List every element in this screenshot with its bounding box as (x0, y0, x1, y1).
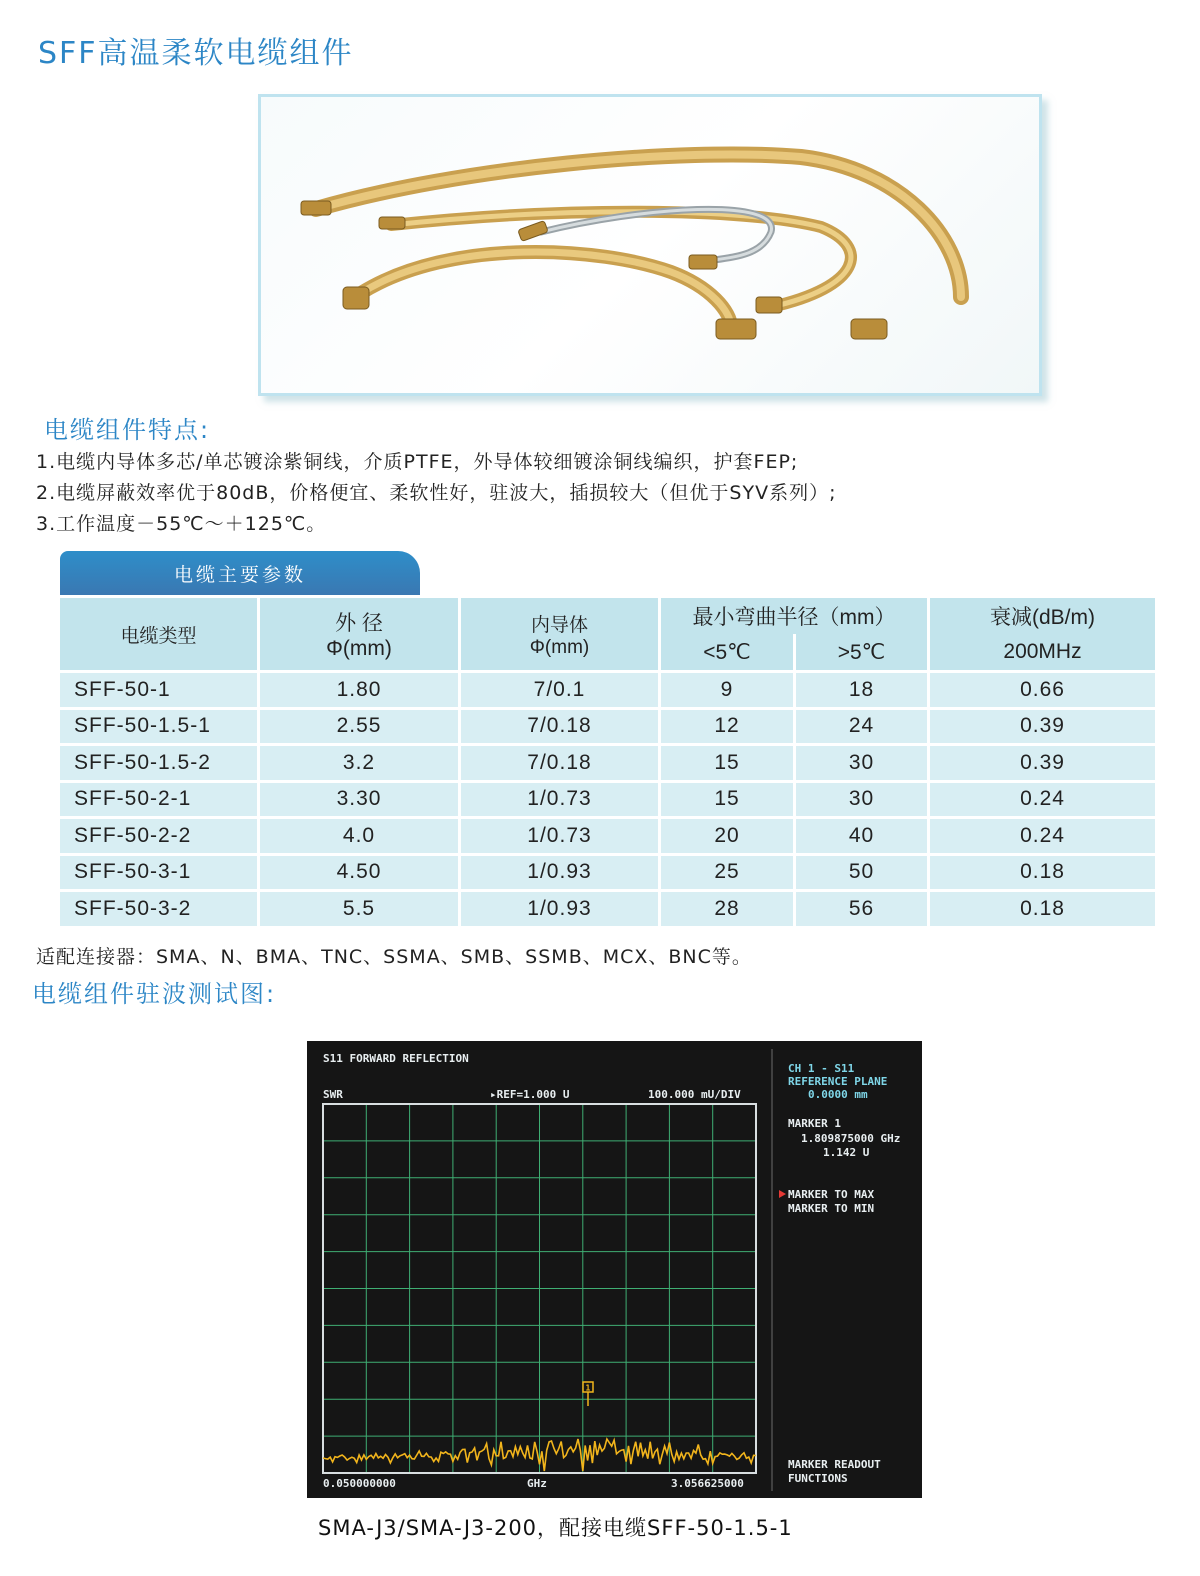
cell-bend-gt: 30 (796, 780, 930, 817)
header-od-top: 外 径 (335, 612, 383, 635)
cell-type: SFF-50-1.5-1 (60, 707, 260, 744)
cell-atten: 0.24 (930, 816, 1158, 853)
cell-od: 4.0 (260, 816, 461, 853)
cell-type: SFF-50-3-2 (60, 889, 260, 926)
header-inner-conductor (461, 598, 661, 670)
cell-bend-lt: 15 (661, 743, 796, 780)
cell-bend-lt: 28 (661, 889, 796, 926)
param-table (60, 598, 1158, 926)
analyzer-ref-plane: REFERENCE PLANE (788, 1075, 888, 1088)
cell-bend-gt: 18 (796, 670, 930, 707)
analyzer-readout-1: MARKER READOUT (788, 1458, 881, 1471)
table-row (60, 780, 1158, 817)
analyzer-title: S11 FORWARD REFLECTION (323, 1052, 469, 1065)
header-od-bottom: Φ(mm) (326, 637, 392, 660)
cell-inner: 1/0.73 (461, 816, 661, 853)
cell-od: 3.30 (260, 780, 461, 817)
cell-bend-lt: 15 (661, 780, 796, 817)
table-row (60, 670, 1158, 707)
table-row (60, 853, 1158, 890)
cell-inner: 7/0.18 (461, 707, 661, 744)
analyzer-ref-plane-value: 0.0000 mm (808, 1088, 868, 1101)
header-atten-freq: 200MHz (930, 634, 1158, 670)
cell-od: 4.50 (260, 853, 461, 890)
analyzer-menu-max[interactable]: MARKER TO MAX (788, 1188, 875, 1201)
page-title: SFF高温柔软电缆组件 (38, 36, 354, 71)
network-analyzer-screenshot (307, 1041, 922, 1498)
analyzer-marker-freq: 1.809875000 GHz (801, 1132, 901, 1145)
analyzer-menu-min[interactable]: MARKER TO MIN (788, 1202, 875, 1215)
cell-atten: 0.66 (930, 670, 1158, 707)
feature-line: 1.电缆内导体多芯/单芯镀涂紫铜线，介质PTFE，外导体较细镀涂铜线编织，护套FEP; (36, 451, 799, 473)
figure-caption: SMA-J3/SMA-J3-200，配接电缆SFF-50-1.5-1 (318, 1516, 793, 1540)
analyzer-channel: CH 1 - S11 (788, 1062, 855, 1075)
cell-bend-lt: 9 (661, 670, 796, 707)
cell-bend-gt: 40 (796, 816, 930, 853)
analyzer-readout-2: FUNCTIONS (788, 1472, 848, 1485)
cell-inner: 1/0.93 (461, 853, 661, 890)
params-tab: 电缆主要参数 (60, 551, 420, 595)
cell-od: 1.80 (260, 670, 461, 707)
cell-bend-gt: 50 (796, 853, 930, 890)
header-bend-radius: 最小弯曲半径（mm） (661, 598, 930, 634)
cell-od: 5.5 (260, 889, 461, 926)
cell-od: 3.2 (260, 743, 461, 780)
cell-atten: 0.39 (930, 743, 1158, 780)
header-bend-lt: <5℃ (661, 634, 796, 670)
cell-type: SFF-50-2-2 (60, 816, 260, 853)
features-heading: 电缆组件特点: (44, 416, 211, 444)
analyzer-marker-value: 1.142 U (823, 1146, 870, 1159)
cell-bend-gt: 56 (796, 889, 930, 926)
cell-atten: 0.18 (930, 889, 1158, 926)
analyzer-ref: ▸REF=1.000 U (490, 1088, 570, 1101)
header-type: 电缆类型 (60, 598, 260, 670)
analyzer-x-stop: 3.056625000 (671, 1477, 744, 1490)
header-inner-top: 内导体 (530, 614, 588, 636)
table-row (60, 889, 1158, 926)
cell-atten: 0.18 (930, 853, 1158, 890)
cell-bend-lt: 25 (661, 853, 796, 890)
cell-bend-lt: 12 (661, 707, 796, 744)
analyzer-x-unit: GHz (527, 1477, 547, 1490)
header-outer-diameter (260, 598, 461, 670)
cell-bend-gt: 24 (796, 707, 930, 744)
analyzer-marker-label: MARKER 1 (788, 1117, 841, 1130)
cell-atten: 0.39 (930, 707, 1158, 744)
analyzer-x-start: 0.050000000 (323, 1477, 396, 1490)
cable-assembly-photo (258, 94, 1042, 396)
feature-line: 3.工作温度－55℃～＋125℃。 (36, 513, 327, 535)
swr-heading: 电缆组件驻波测试图: (32, 980, 277, 1008)
cell-inner: 1/0.73 (461, 780, 661, 817)
feature-line: 2.电缆屏蔽效率优于80dB，价格便宜、柔软性好，驻波大，插损较大（但优于SYV系列）; (36, 482, 837, 504)
header-bend-gt: >5℃ (796, 634, 930, 670)
cell-type: SFF-50-1.5-2 (60, 743, 260, 780)
table-row (60, 743, 1158, 780)
table-row (60, 707, 1158, 744)
analyzer-scale: 100.000 mU/DIV (648, 1088, 741, 1101)
header-inner-bottom: Φ(mm) (529, 636, 590, 658)
cell-od: 2.55 (260, 707, 461, 744)
marker-number: 1 (585, 1383, 591, 1393)
cell-bend-lt: 20 (661, 816, 796, 853)
table-row (60, 816, 1158, 853)
cell-bend-gt: 30 (796, 743, 930, 780)
cell-atten: 0.24 (930, 780, 1158, 817)
connectors-text: 适配连接器：SMA、N、BMA、TNC、SSMA、SMB、SSMB、MCX、BNC等。 (36, 946, 752, 968)
analyzer-mode: SWR (323, 1088, 343, 1101)
cell-inner: 7/0.18 (461, 743, 661, 780)
cell-type: SFF-50-3-1 (60, 853, 260, 890)
header-attenuation: 衰减(dB/m) (930, 598, 1158, 634)
cell-inner: 7/0.1 (461, 670, 661, 707)
cell-inner: 1/0.93 (461, 889, 661, 926)
cell-type: SFF-50-2-1 (60, 780, 260, 817)
cell-type: SFF-50-1 (60, 670, 260, 707)
